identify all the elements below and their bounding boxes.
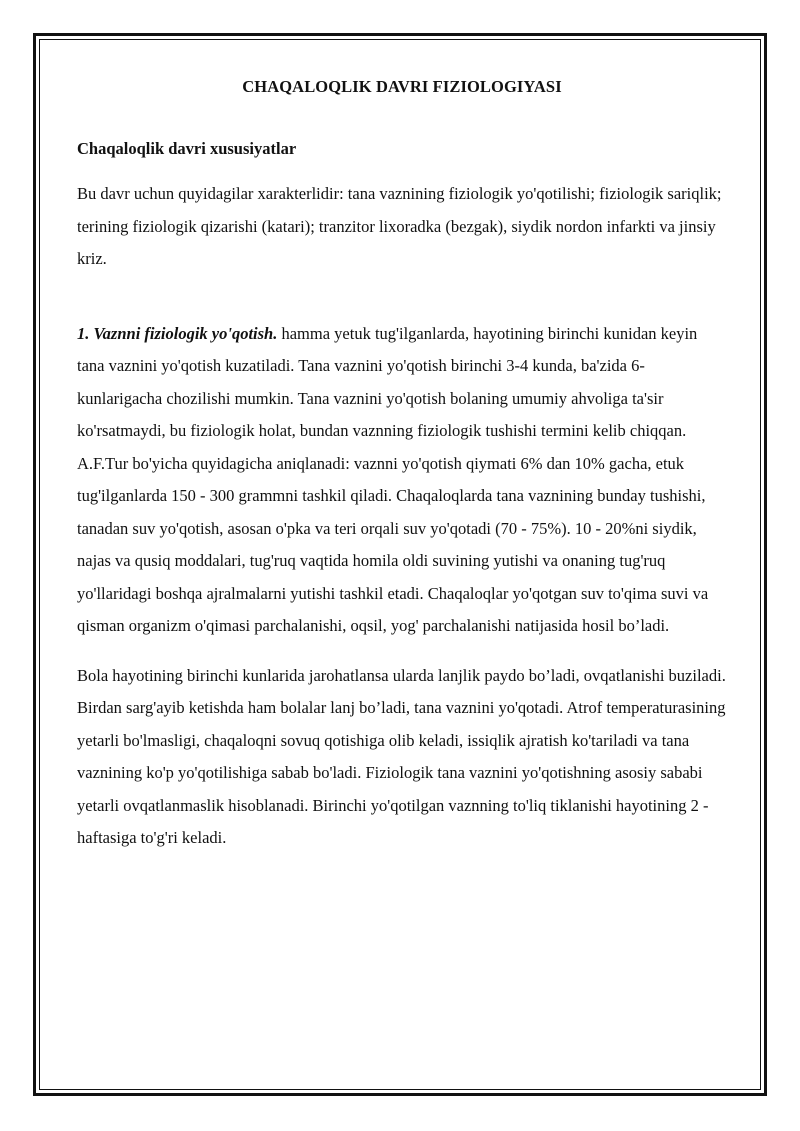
weight-loss-lead: 1. Vaznni fiziologik yo'qotish. (77, 323, 278, 343)
document-body (77, 76, 727, 855)
section-heading: Chaqaloqlik davri xususiyatlar (77, 139, 297, 158)
weight-loss-paragraph (77, 318, 727, 643)
early-days-paragraph: Bola hayotining birinchi kunlarida jarohatlansa ularda lanjlik paydo bo’ladi, ovqatlanishi buziladi. Birdan sarg'ayib ketishda ham bolalar lanj bo’ladi, tana vaznini yo'qotadi. Atrof temperaturasining yetarli bo'lmasligi, chaqaloqni sovuq qotishiga olib keladi, issiqlik ajratish ko'tariladi va tana vaznining ko'p yo'qotilishiga sabab bo'ladi. Fiziologik tana vaznini yo'qotishning asosiy sababi yetarli ovqatlanmaslik hisoblanadi. Birinchi yo'qotilgan vaznning to'liq tiklanishi hayotining 2 - haftasiga to'g'ri keladi. (77, 665, 726, 847)
weight-loss-text: hamma yetuk tug'ilganlarda, hayotining birinchi kunidan keyin tana vaznini yo'qotish kuzatiladi. Tana vaznini yo'qotish birinchi 3-4 kunda, ba'zida 6- kunlarigacha chozilishi mumkin. Tana vaznini yo'qotish bolaning umumiy ahvoliga ta'sir ko'rsatmaydi, bu fiziologik holat, bundan vaznning fiziologik tushishi termini kelib chiqqan. A.F.Tur bo'yicha quyidagicha aniqlanadi: vaznni yo'qotish qiymati 6% dan 10% gacha, etuk tug'ilganlarda 150 - 300 grammni tashkil qiladi. Chaqaloqlarda tana vaznining bunday tushishi, tanadan suv yo'qotish, asosan o'pka va teri orqali suv yo'qotadi (70 - 75%). 10 - 20%ni siydik, najas va qusiq moddalari, tug'ruq vaqtida homila oldi suvining yutishi va onaning tug'ruq yo'llaridagi boshqa ajralmalarni yutishi tashkil etadi. Chaqaloqlar yo'qotgan suv to'qima suvi va qisman organizm o'qimasi parchalanishi, oqsil, yog' parchalanishi natijasida hosil bo’ladi. (77, 323, 709, 635)
intro-paragraph: Bu davr uchun quyidagilar xarakterlidir: tana vaznining fiziologik yo'qotilishi; fiziologik sariqlik; terining fiziologik qizarishi (katari); tranzitor lixoradka (bezgak), siydik nordon infarkti va jinsiy kriz. (77, 184, 722, 268)
document-title: CHAQALOQLIK DAVRI FIZIOLOGIYASI (242, 77, 562, 96)
